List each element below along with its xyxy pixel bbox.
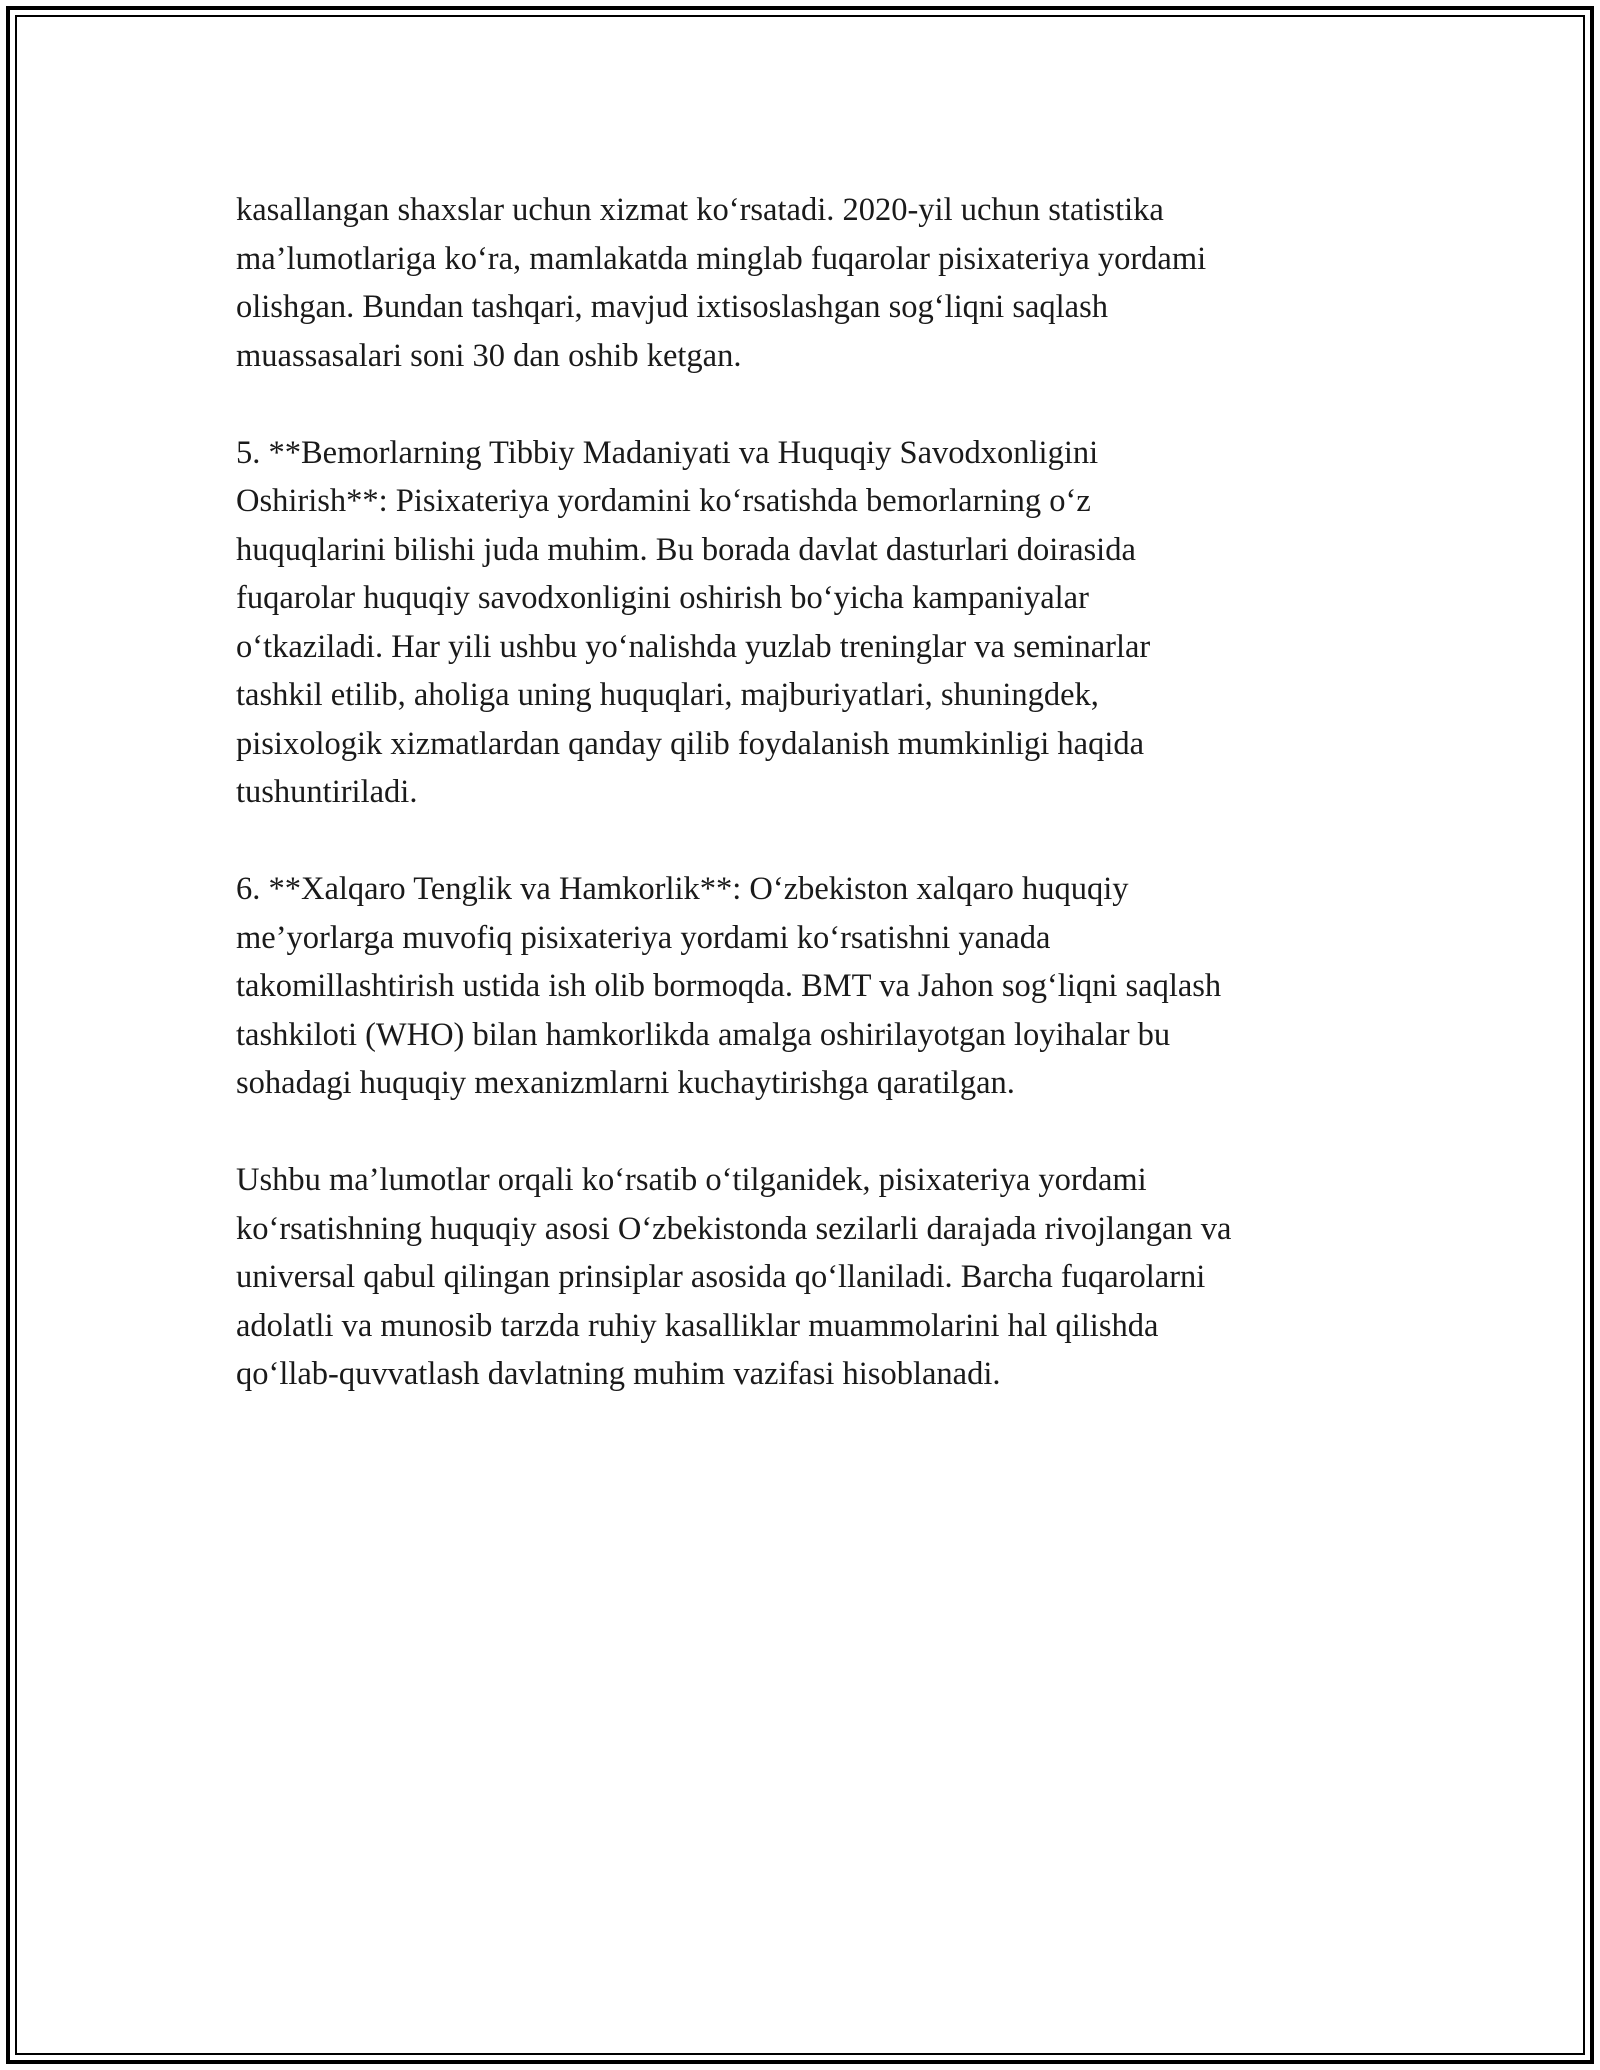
text-line: ko‘rsatishning huquqiy asosi O‘zbekistonda sezilarli darajada rivojlangan va bbox=[236, 1210, 1232, 1247]
text-line: ma’lumotlariga ko‘ra, mamlakatda minglab fuqarolar pisixateriya yordami bbox=[236, 240, 1207, 277]
text-line: me’yorlarga muvofiq pisixateriya yordami ko‘rsatishni yanada bbox=[236, 919, 1051, 956]
text-line: o‘tkaziladi. Har yili ushbu yo‘nalishda yuzlab treninglar va seminarlar bbox=[236, 628, 1151, 665]
text-line: kasallangan shaxslar uchun xizmat ko‘rsatadi. 2020-yil uchun statistika bbox=[236, 192, 1164, 228]
paragraph-conclusion bbox=[236, 1156, 1376, 1399]
text-line: pisixologik xizmatlardan qanday qilib foydalanish mumkinligi haqida bbox=[236, 725, 1145, 762]
paragraph-item-6 bbox=[236, 865, 1376, 1108]
text-line: fuqarolar huquqiy savodxonligini oshirish bo‘yicha kampaniyalar bbox=[236, 580, 1089, 616]
text-line: tashkiloti (WHO) bilan hamkorlikda amalga oshirilayotgan loyihalar bu bbox=[236, 1016, 1171, 1053]
text-line: muassasalari soni 30 dan oshib ketgan. bbox=[236, 337, 742, 374]
document-body bbox=[236, 186, 1376, 1447]
text-line: qo‘llab-quvvatlash davlatning muhim vazifasi hisoblanadi. bbox=[236, 1356, 1001, 1392]
text-line: adolatli va munosib tarzda ruhiy kasalliklar muammolarini hal qilishda bbox=[236, 1307, 1159, 1344]
text-line: tushuntiriladi. bbox=[236, 774, 418, 810]
text-line: olishgan. Bundan tashqari, mavjud ixtisoslashgan sog‘liqni saqlash bbox=[236, 289, 1108, 325]
text-line: 5. **Bemorlarning Tibbiy Madaniyati va Huquqiy Savodxonligini bbox=[236, 434, 1099, 471]
paragraph-statistics bbox=[236, 186, 1376, 380]
text-line: takomillashtirish ustida ish olib bormoqda. BMT va Jahon sog‘liqni saqlash bbox=[236, 968, 1222, 1004]
text-line: sohadagi huquqiy mexanizmlarni kuchaytirishga qaratilgan. bbox=[236, 1065, 1015, 1101]
text-line: huquqlarini bilishi juda muhim. Bu borada davlat dasturlari doirasida bbox=[236, 531, 1136, 568]
text-line: 6. **Xalqaro Tenglik va Hamkorlik**: O‘zbekiston xalqaro huquqiy bbox=[236, 871, 1129, 907]
text-line: Oshirish**: Pisixateriya yordamini ko‘rsatishda bemorlarning o‘z bbox=[236, 483, 1091, 519]
text-line: tashkil etilib, aholiga uning huquqlari, majburiyatlari, shuningdek, bbox=[236, 677, 1099, 713]
paragraph-item-5 bbox=[236, 429, 1376, 817]
text-line: Ushbu ma’lumotlar orqali ko‘rsatib o‘tilganidek, pisixateriya yordami bbox=[236, 1162, 1147, 1198]
text-line: universal qabul qilingan prinsiplar asosida qo‘llaniladi. Barcha fuqarolarni bbox=[236, 1259, 1206, 1295]
